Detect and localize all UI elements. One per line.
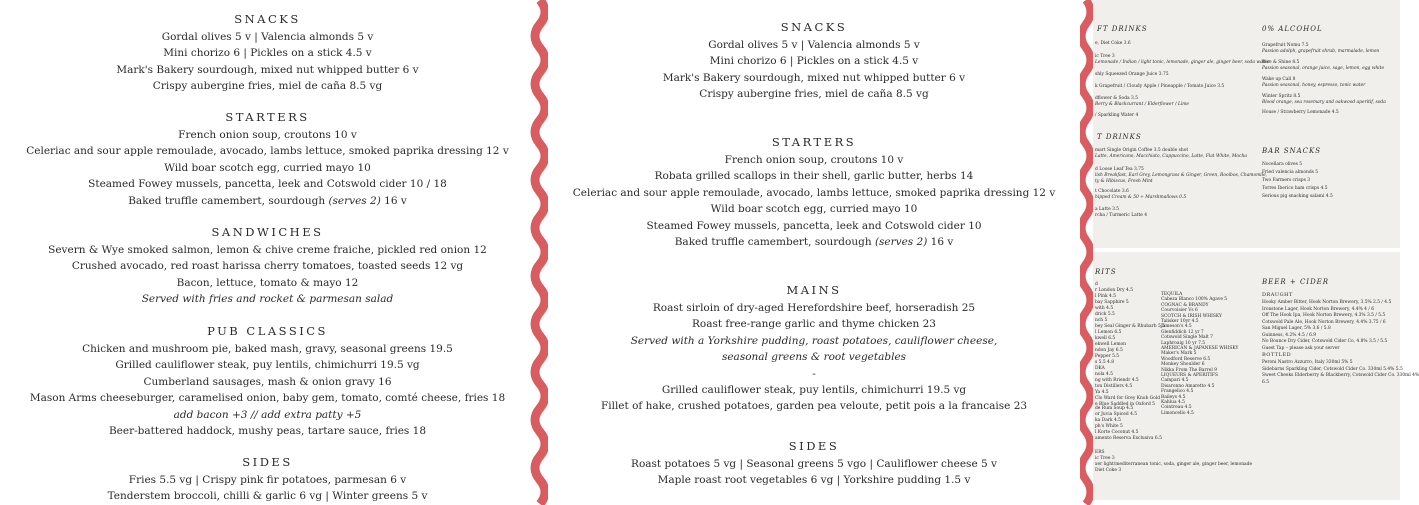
menu-note: add bacon +3 // add extra patty +5	[173, 408, 362, 421]
section-title: BEER + CIDER	[1262, 278, 1330, 286]
drink-item: Nikka From The Barrel 9	[1161, 367, 1217, 373]
drink-item: e Blue Saddled in Oxford 5	[1095, 402, 1155, 407]
drink-item: Sidebarns Sparkling Cider, Cotswold Cider Co. 330ml 5.4% 5.5	[1262, 366, 1403, 372]
drink-item: Guinness, 4.2% 4.5 / 6.9	[1262, 332, 1317, 338]
drink-item: Sweet Cheeks Elderberry & Blackberry, Cotswold Cider Co. 330ml 4%	[1262, 373, 1419, 378]
drink-item: Pepper 5.5	[1095, 354, 1120, 359]
menu-note: seasonal greens & root vegetables	[721, 351, 907, 364]
drink-item: d	[1095, 282, 1098, 287]
drink-item: Diet Coke 3	[1095, 468, 1122, 473]
drink-item: ekwell Lemon	[1095, 342, 1126, 347]
drink-item: dflower & Soda 3.5	[1095, 96, 1138, 101]
menu-item: French onion soup, croutons 10 v	[724, 154, 904, 166]
drink-item: a Latte 3.5	[1095, 207, 1120, 212]
drink-item: ka Dark 4.5	[1095, 418, 1121, 423]
section-title: BAR SNACKS	[1262, 147, 1322, 155]
drink-item: ic Tree 3	[1095, 54, 1115, 59]
snack-item: Torres Iberico ham crisps 4.5	[1262, 186, 1328, 191]
drink-item: Ya 4.5	[1095, 390, 1109, 395]
drink-item: Cotswold Pale Ale, Hook Norton Brewery, 4.4% 3.75 / 6	[1262, 319, 1386, 325]
drink-item: 6.5	[1262, 379, 1269, 385]
drink-item: LIQUEURS & APERITIFS	[1161, 373, 1218, 378]
drink-item: Frangelico 4.5	[1161, 389, 1194, 395]
drink-item: Maker's Mark 5	[1161, 351, 1197, 357]
drink-item: kwell 6.5	[1095, 336, 1116, 341]
drink-item: de Rum Soup 4.5	[1095, 406, 1134, 411]
drink-item: rcha / Turmeric Latte 4	[1095, 213, 1148, 218]
drink-item: k Grapefruit / Cloudy Apple / Pineapple / Tomato Juice 3.5	[1095, 84, 1225, 89]
menu-item: Mini chorizo 6 | Pickles on a stick 4.5 v	[709, 55, 919, 68]
section-title: T DRINKS	[1097, 133, 1142, 141]
drink-item: Peroni Nastro Azzurro, Italy 330ml 5% 5	[1262, 360, 1353, 365]
snack-item: Fried valencia almonds 5	[1262, 170, 1319, 175]
drink-item: ndon Jay 6.5	[1095, 348, 1123, 353]
section-sides	[0, 455, 535, 505]
drink-item: hipped Cream & 50 + Marshmallows 0.5	[1095, 195, 1187, 200]
menu-item: Severn & Wye smoked salmon, lemon & chive creme fraiche, pickled red onion 12	[48, 244, 487, 256]
drink-item: Lemonade / Indian / light tonic, lemonade, ginger ale, ginger beer, soda water	[1095, 60, 1270, 65]
section-title: SIDES	[242, 455, 293, 469]
drink-item: ng with Rriendr 4.5	[1095, 378, 1139, 383]
section-title: PUB CLASSICS	[207, 324, 328, 338]
section-title: SNACKS	[234, 12, 301, 26]
drink-item: l Lemon 6.5	[1095, 330, 1122, 335]
drink-item: d Loose Leaf Tea 3.75	[1095, 167, 1144, 172]
drink-item: bey Seal Ginger & Rhubarb 5.5	[1095, 324, 1165, 329]
drink-item: SCOTCH & IRISH WHISKY	[1161, 313, 1222, 319]
drink-item: l Pink 4.5	[1095, 294, 1117, 299]
menu-item: Mark's Bakery sourdough, mixed nut whipped butter 6 v	[116, 63, 419, 76]
section-title: STARTERS	[771, 135, 857, 149]
menu-panel-middle	[548, 0, 1080, 500]
menu-item: Tenderstem broccoli, chilli & garlic 6 vg | Winter greens 5 v	[107, 490, 428, 503]
drink-item: Wake up Call 8	[1262, 77, 1296, 82]
drink-item: shly Squeezed Orange Juice 3.75	[1095, 72, 1169, 77]
menu-item: Roast potatoes 5 vg | Seasonal greens 5 vgo | Cauliflower cheese 5 v	[631, 458, 997, 470]
drink-item: l Korte Coconut 4.5	[1095, 430, 1139, 435]
section-title: FT DRINKS	[1097, 25, 1148, 33]
drink-item: Disaronno Amaretto 4.5	[1161, 383, 1215, 389]
menu-item: Roast free-range garlic and thyme chicken 23	[692, 318, 936, 331]
drink-item: Off The Hook Ipa, Hook Norton Brewery, 4.3% 3.5 / 5.5	[1262, 313, 1386, 318]
drink-item: drick 5.5	[1095, 312, 1115, 317]
section-mains	[548, 283, 1080, 415]
menu-item: Celeriac and sour apple remoulade, avocado, lambs lettuce, smoked paprika dressing 12 v	[26, 145, 509, 158]
drink-item: No Bounce Dry Cider, Cotswold Cider Co, 4.8% 3.5 / 5.5	[1262, 339, 1388, 344]
section-title: SNACKS	[780, 20, 848, 34]
drink-item: amento Reserva Exclusiva 6.5	[1095, 436, 1162, 441]
panel-divider	[1093, 248, 1400, 252]
section-pub-classics	[0, 324, 535, 439]
drink-item: Campari 4.5	[1161, 378, 1189, 384]
menu-note: Served with a Yorkshire pudding, roast potatoes, cauliflower cheese,	[630, 334, 998, 347]
drink-item: Passion seasonal, orange juice, sage, lemon, egg white	[1262, 66, 1385, 71]
drink-item: Clo Ward for Grey Knob Gold	[1095, 396, 1161, 401]
drink-item: ty & Hibiscus, Fresh Mint	[1095, 179, 1153, 184]
drink-item: nola 4.5	[1095, 372, 1113, 377]
section-starters	[548, 135, 1080, 250]
drink-item: Berry & Blackcurrant / Elderflower / Lime	[1095, 102, 1190, 107]
menu-item: Beer-battered haddock, mushy peas, tartare sauce, fries 18	[108, 425, 427, 438]
menu-item: Gordal olives 5 v | Valencia almonds 5 v	[708, 39, 920, 51]
drink-item: with 4.5	[1095, 306, 1114, 311]
drink-item: Hooky Amber Bitter, Hook Norton Brewery, 3.5% 2.5 / 4.5	[1262, 300, 1392, 305]
menu-item: Bacon, lettuce, tomato & mayo 12	[176, 276, 359, 289]
drink-item: Blood orange, sea rosemary and oakwood aperitif, soda	[1262, 100, 1386, 105]
drink-item: Winter Spritz 8.5	[1262, 94, 1301, 99]
section-snacks	[0, 12, 535, 95]
menu-item: Grilled cauliflower steak, puy lentils, chimichurri 19.5 vg	[661, 384, 967, 397]
menu-item: Wild boar scotch egg, curried mayo 10	[164, 161, 371, 174]
subsection-title: DRAUGHT	[1262, 292, 1293, 298]
drink-item: Ironstone Lager, Hook Norton Brewery, 4.4% 4 / 6	[1262, 306, 1374, 312]
menu-item: Crushed avocado, red roast harissa cherry tomatoes, toasted seeds 12 vg	[71, 260, 464, 273]
drink-item: Latte, Americano, Macchiato, Cappuccino, Latte, Flat White, Mocha	[1095, 154, 1247, 159]
menu-item: Chicken and mushroom pie, baked mash, gravy, seasonal greens 19.5	[82, 343, 453, 355]
drink-item: bay Sapphire 5	[1095, 300, 1129, 305]
section-sandwiches	[0, 225, 535, 308]
drink-item: COGNAC & BRANDY	[1161, 302, 1209, 308]
menu-item: Robata grilled scallops in their shell, garlic butter, herbs 14	[654, 170, 974, 183]
menu-item: Gordal olives 5 v | Valencia almonds 5 v	[161, 31, 374, 43]
menu-panel-left	[0, 0, 535, 503]
drink-item: e, Diet Coke 3.6	[1095, 41, 1131, 46]
drink-item: lish Breakfast, Earl Grey, Lemongrass & Ginger, Green, Rooibos, Chamomile,	[1095, 173, 1268, 178]
drink-item: Talisker 10yr 4.5	[1161, 319, 1199, 324]
drink-item: ton Distillers 4.5	[1095, 384, 1133, 389]
section-title: RITS	[1095, 268, 1117, 276]
drink-item: r London Dry 4.5	[1095, 288, 1134, 293]
menu-item: Cumberland sausages, mash & onion gravy 16	[143, 375, 392, 388]
drink-item: Limoncello 4.5	[1161, 410, 1194, 416]
menu-item: Baked truffle camembert, sourdough (serves 2) 16 v	[128, 194, 407, 207]
snack-item: Two Farmers crisps 3	[1262, 178, 1311, 183]
drink-item: Baileys 4.5	[1161, 394, 1186, 400]
section-starters	[0, 110, 535, 209]
drink-item: nch 5	[1095, 318, 1108, 323]
menu-item: Mini chorizo 6 | Pickles on a stick 4.5 v	[163, 47, 372, 60]
section-title: 0% ALCOHOL	[1262, 25, 1323, 33]
menu-item: Crispy aubergine fries, miel de caña 8.5 vg	[699, 88, 929, 101]
drink-item: San Miguel Lager, 5% 3.6 / 5.8	[1262, 326, 1331, 331]
drink-item: TEQUILA	[1161, 292, 1183, 297]
menu-item: Wild boar scotch egg, curried mayo 10	[710, 203, 918, 216]
drink-item: House / Strawberry Lemonade 4.5	[1262, 110, 1339, 115]
drink-item: Jameson's 4.5	[1161, 324, 1192, 330]
menu-item: Fries 5.5 vg | Crispy pink fir potatoes, parmesan 6 v	[128, 474, 407, 486]
drink-item: Grapefruit Nomu 7.5	[1262, 43, 1309, 48]
menu-item: Steamed Fowey mussels, pancetta, leek and Cotswold cider 10 / 18	[88, 178, 447, 191]
drink-item: Laphroaig 10 yr 7.5	[1161, 340, 1206, 346]
drink-item: or Juvia Spiced 4.5	[1095, 412, 1138, 417]
drink-item: Glenfiddich 12 yr 7	[1161, 329, 1204, 335]
menu-item: Mason Arms cheeseburger, caramelised onion, baby gem, tomato, comté cheese, fries 18	[29, 392, 506, 405]
menu-item: Steamed Fowey mussels, pancetta, leek and Cotswold cider 10	[646, 219, 982, 232]
drink-item: mart Single Origin Coffee 3.5 double shot	[1095, 148, 1189, 153]
drink-item: ERS	[1095, 450, 1105, 455]
menu-item: Roast sirloin of dry-aged Herefordshire beef, horseradish 25	[652, 302, 976, 314]
snack-item: Nocellara olives 5	[1262, 162, 1303, 167]
separator: -	[812, 367, 816, 380]
menu-item: Mark's Bakery sourdough, mixed nut whipped butter 6 v	[662, 71, 966, 84]
drink-item: / Sparkling Water 4	[1095, 113, 1139, 118]
drink-item: Courvoisier Vs 6	[1161, 308, 1198, 314]
drink-item: DKA	[1095, 366, 1105, 371]
drink-item: Passion seasonal, honey, espresso, tonic water	[1262, 83, 1366, 88]
drink-item: Woodford Reserve 6.5	[1161, 356, 1211, 362]
drink-item: Cointreau 4.5	[1161, 405, 1192, 411]
menu-item: Maple roast root vegetables 6 vg | Yorkshire pudding 1.5 v	[657, 474, 971, 487]
drink-item: Cotswold Single Malt 7	[1161, 335, 1213, 341]
section-title: SANDWICHES	[211, 225, 324, 239]
section-title: MAINS	[786, 283, 842, 297]
drink-item: Guest Tap – please ask your server	[1262, 345, 1340, 351]
drink-item: ic Tree 3	[1095, 456, 1115, 461]
drink-item: AMERICAN & JAPANESE WHISKY	[1161, 346, 1239, 351]
drink-item: Cabeza Blanco 100% Agave 5	[1161, 297, 1228, 303]
drink-item: Kahlua 4.5	[1161, 400, 1185, 405]
section-title: SIDES	[788, 439, 840, 453]
menu-item: Fillet of hake, crushed potatoes, garden pea veloute, petit pois a la francaise 23	[600, 400, 1028, 413]
menu-item: French onion soup, croutons 10 v	[178, 129, 357, 141]
menu-item: Celeriac and sour apple remoulade, avocado, lambs lettuce, smoked paprika dressing 12 v	[572, 186, 1056, 199]
drink-item: s 5.5 4.8	[1095, 360, 1115, 365]
drink-item: xer light/mediterranean tonic, soda, ginger ale, ginger beer, lemonade	[1095, 462, 1253, 467]
drink-item: Monkey Shoulder 6	[1161, 362, 1205, 368]
menu-note: Served with fries and rocket & parmesan salad	[141, 293, 394, 306]
drink-item: t Chocolate 3.6	[1095, 189, 1129, 194]
menu-item: Crispy aubergine fries, miel de caña 8.5 vg	[152, 80, 383, 93]
drink-item: ph's White 5	[1095, 424, 1123, 429]
section-title: STARTERS	[225, 110, 310, 124]
snack-item: Serious pig snacking salami 4.5	[1262, 194, 1333, 199]
subsection-title: BOTTLED	[1262, 352, 1292, 358]
drink-item: Rise & Shine 8.5	[1262, 60, 1300, 65]
drink-item: Passion adolph, grapefruit shrub, marmalade, lemon	[1262, 49, 1380, 54]
section-sides	[548, 439, 1080, 489]
section-snacks	[548, 20, 1080, 103]
menu-item: Grilled cauliflower steak, puy lentils, chimichurri 19.5 vg	[115, 359, 420, 372]
menu-item: Baked truffle camembert, sourdough (serves 2) 16 v	[674, 236, 954, 249]
